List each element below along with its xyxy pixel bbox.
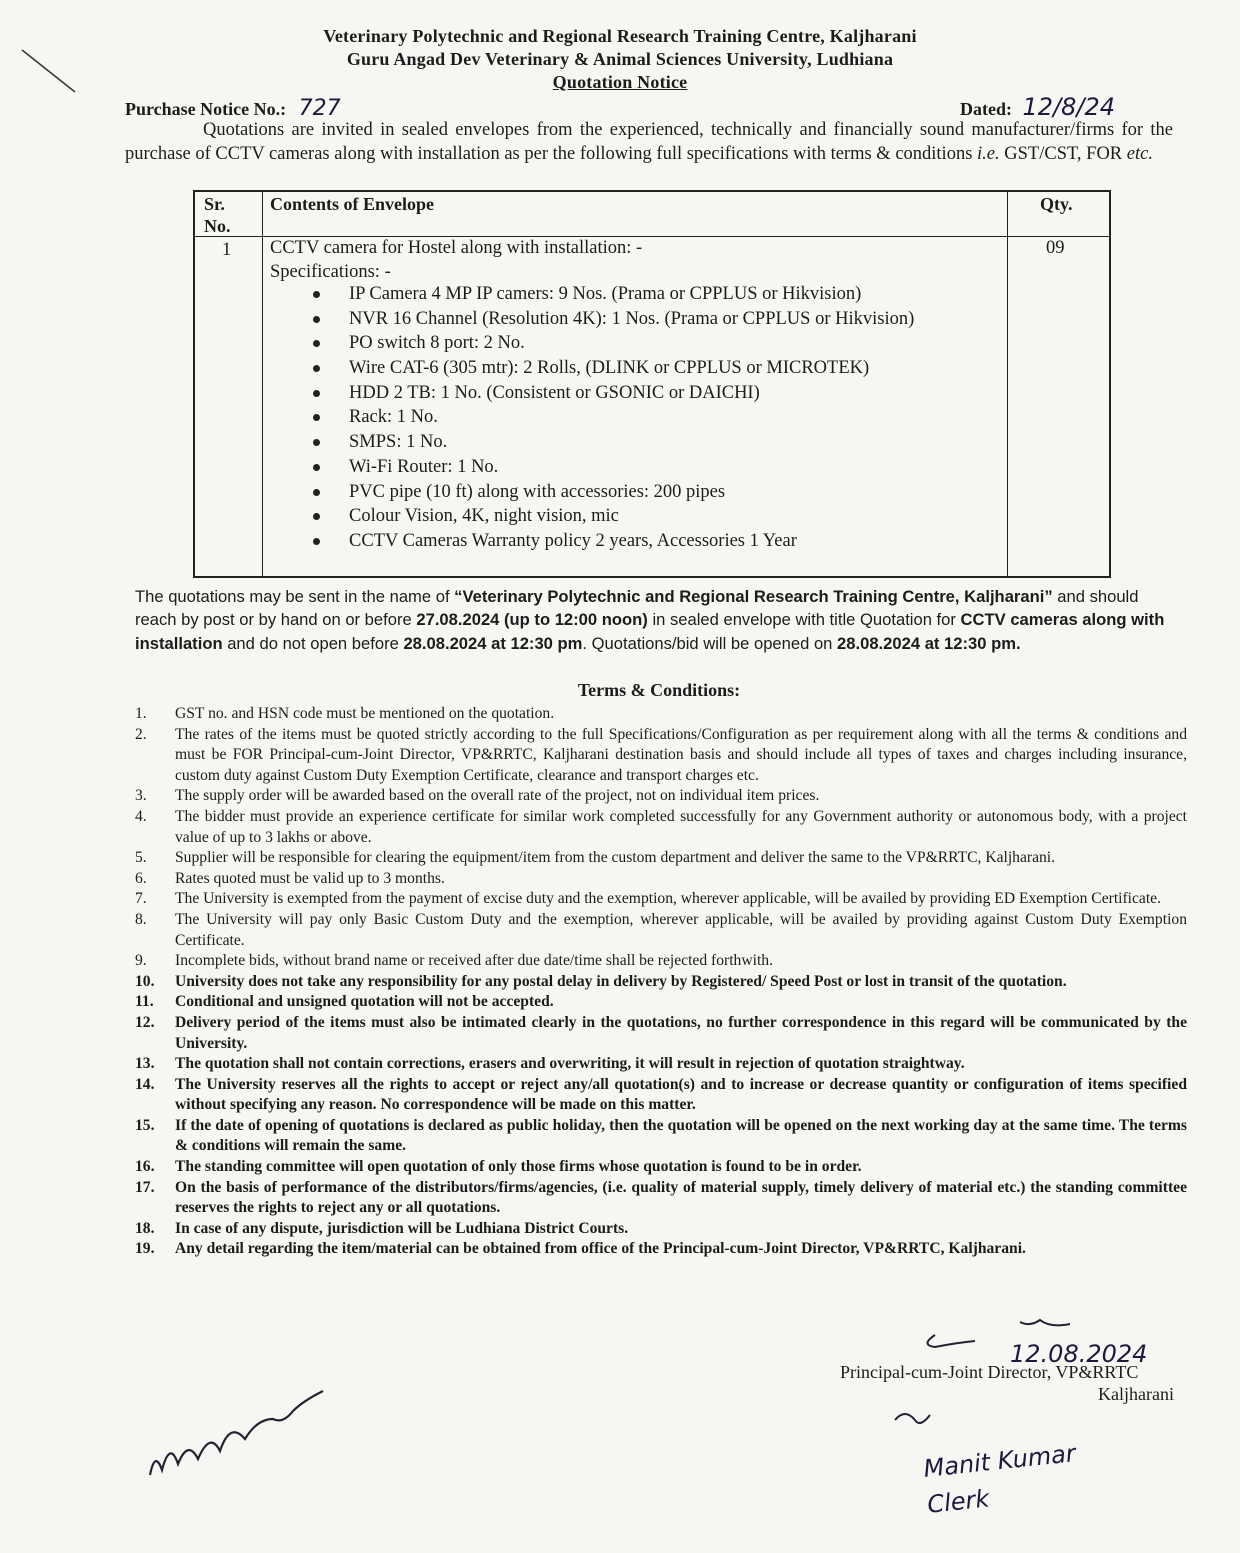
term-text: GST no. and HSN code must be mentioned on the quotation. — [175, 705, 555, 722]
principal-signature — [928, 1320, 1071, 1347]
spec-text: Wire CAT-6 (305 mtr): 2 Rolls, (DLINK or CPPLUS or MICROTEK) — [349, 358, 870, 379]
term-number: 7. — [135, 890, 147, 908]
term-number: 10. — [135, 972, 155, 990]
spec-text: HDD 2 TB: 1 No. (Consistent or GSONIC or DAICHI) — [349, 382, 760, 403]
term-text: Supplier will be responsible for clearing the equipment/item from the custom department and deliver the same to the VP&RRTC, Kaljharani. — [175, 849, 1056, 867]
term-number: 6. — [135, 869, 147, 887]
term-text: Incomplete bids, without brand name or received after due date/time shall be rejected forthwith. — [175, 952, 773, 970]
term-number: 11. — [135, 993, 154, 1011]
term-number: 16. — [135, 1158, 155, 1176]
row-spec-label: Specifications: - — [270, 262, 391, 282]
header-qty: Qty. — [1040, 194, 1073, 214]
row-title: CCTV camera for Hostel along with installation: - — [270, 238, 643, 258]
purchase-notice-label: Purchase Notice No.: — [125, 99, 287, 119]
intro-tail: GST/CST, FOR — [999, 144, 1127, 164]
term-text: The quotation shall not contain corrections, erasers and overwriting, it will result in rejection of quotation straightway. — [175, 1055, 965, 1073]
term-text: Conditional and unsigned quotation will not be accepted. — [175, 993, 554, 1011]
row-qty: 09 — [1046, 238, 1065, 258]
para-text: . Quotations/bid will be opened on — [582, 633, 838, 653]
spec-text: CCTV Cameras Warranty policy 2 years, Accessories 1 Year — [349, 530, 797, 551]
corner-pen-mark — [22, 50, 75, 92]
spec-text: Rack: 1 No. — [349, 407, 438, 428]
signatory-title: Principal-cum-Joint Director, VP&RRTC — [840, 1362, 1139, 1382]
row-sr: 1 — [222, 240, 232, 260]
para-text: and should reach by post or by hand on or before — [135, 587, 1139, 630]
term-text: If the date of opening of quotations is declared as public holiday, then the quotation will be opened on the next working day at the same time. The terms & conditions will remain the same. — [175, 1116, 1187, 1155]
term-text: The University is exempted from the payment of excise duty and the exemption, wherever applicable, will be availed by providing ED Exemption Certificate. — [175, 890, 1162, 908]
term-text: The bidder must provide an experience certificate for similar work completed successfully for any Government authority or autonomous body, with a project value of up to 3 lakhs or above. — [175, 807, 1187, 846]
dated-value: 12/8/24 — [1022, 93, 1116, 121]
para-text: in sealed envelope with title Quotation for — [647, 610, 961, 630]
intro-etc: etc. — [1126, 144, 1153, 164]
term-number: 1. — [135, 705, 147, 722]
handwritten-date: 12.08.2024 — [1010, 1340, 1148, 1368]
spec-text: NVR 16 Channel (Resolution 4K): 1 Nos. (Prama or CPPLUS or Hikvision) — [349, 308, 915, 329]
term-text: In case of any dispute, jurisdiction will be Ludhiana District Courts. — [175, 1219, 629, 1237]
spec-text: IP Camera 4 MP IP camers: 9 Nos. (Prama or CPPLUS or Hikvision) — [349, 284, 862, 304]
spec-text: PVC pipe (10 ft) along with accessories: 200 pipes — [349, 481, 726, 502]
header-contents: Contents of Envelope — [270, 194, 435, 214]
institute-name: Veterinary Polytechnic and Regional Research Training Centre, Kaljharani — [323, 26, 917, 46]
opening-date: 28.08.2024 at 12:30 pm — [403, 633, 583, 653]
handwritten-pages-note — [150, 1391, 323, 1475]
header-no: No. — [204, 216, 231, 236]
term-number: 18. — [135, 1219, 155, 1237]
term-text: The rates of the items must be quoted strictly according to the full Specifications/Configuration as per requirement along with all the terms & conditions and must be FOR Principal-cum-Joint Director, VP&RRTC, Kaljharani destination basis and should include all types of taxes and charges including insurance, custom duty against Custom Duty Exemption Certificate, clearance and transport charges etc. — [175, 725, 1187, 784]
spec-text: Colour Vision, 4K, night vision, mic — [349, 506, 619, 527]
term-number: 8. — [135, 910, 147, 928]
envelope-title: CCTV cameras along with installation — [135, 610, 1165, 653]
term-number: 4. — [135, 807, 147, 825]
spec-text: Wi-Fi Router: 1 No. — [349, 456, 499, 477]
signatory-place: Kaljharani — [1098, 1384, 1174, 1404]
term-text: Rates quoted must be valid up to 3 months. — [175, 869, 445, 887]
term-text: Any detail regarding the item/material can be obtained from office of the Principal-cum-Joint Director, VP&RRTC, Kaljharani. — [175, 1240, 1026, 1258]
spec-text: PO switch 8 port: 2 No. — [349, 333, 525, 354]
spec-text: SMPS: 1 No. — [349, 432, 448, 453]
term-text: Delivery period of the items must also be intimated clearly in the quotations, no further correspondence in this regard will be communicated by the University. — [175, 1013, 1187, 1052]
term-number: 12. — [135, 1013, 155, 1031]
term-text: The University reserves all the rights to accept or reject any/all quotation(s) and to increase or decrease quantity or configuration of items specified without specifying any reason. No correspondence will be made on this matter. — [175, 1075, 1187, 1114]
term-text: The standing committee will open quotation of only those firms whose quotation is found to be in order. — [175, 1158, 862, 1176]
intro-text: Quotations are invited in sealed envelopes from the experienced, technically and financially sound manufacturer/firms for the purchase of CCTV cameras along with installation as per the following full specifications with terms & conditions — [125, 120, 1173, 164]
term-number: 3. — [135, 787, 147, 805]
university-name: Guru Angad Dev Veterinary & Animal Sciences University, Ludhiana — [346, 49, 894, 69]
purchase-notice-number: 727 — [298, 96, 341, 121]
term-text: The University will pay only Basic Custom Duty and the exemption, wherever applicable, will be availed by providing against Custom Duty Exemption Certificate. — [175, 910, 1187, 949]
term-number: 19. — [135, 1240, 155, 1258]
term-text: On the basis of performance of the distributors/firms/agencies, (i.e. quality of material supply, timely delivery of material etc.) the standing committee reserves the rights to reject any or all quotations. — [175, 1178, 1187, 1217]
term-number: 15. — [135, 1116, 155, 1134]
term-number: 2. — [135, 725, 147, 743]
opening-date-repeat: 28.08.2024 at 12:30 pm. — [837, 633, 1021, 653]
term-number: 17. — [135, 1178, 155, 1196]
term-text: University does not take any responsibility for any postal delay in delivery by Registered/ Speed Post or lost in transit of the quotation. — [175, 972, 1067, 990]
handwritten-clerk-note: Manit Kumar Clerk — [922, 1439, 1077, 1519]
header-sr: Sr. — [204, 194, 225, 214]
submission-deadline: 27.08.2024 (up to 12:00 noon) — [416, 610, 648, 630]
dated-label: Dated: — [960, 99, 1012, 119]
institute-name-bold: “Veterinary Polytechnic and Regional Research Training Centre, Kaljharani” — [454, 587, 1053, 606]
para-text: The quotations may be sent in the name of — [135, 587, 455, 606]
notice-title: Quotation Notice — [552, 72, 688, 92]
term-number: 5. — [135, 849, 147, 867]
para-text: and do not open before — [222, 633, 404, 653]
terms-title: Terms & Conditions: — [577, 680, 741, 700]
intro-ie: i.e. — [977, 144, 1000, 164]
handwritten-initial — [895, 1414, 930, 1423]
term-text: The supply order will be awarded based on the overall rate of the project, not on individual item prices. — [175, 787, 820, 805]
term-number: 9. — [135, 952, 147, 970]
term-number: 13. — [135, 1055, 155, 1073]
term-number: 14. — [135, 1075, 155, 1093]
